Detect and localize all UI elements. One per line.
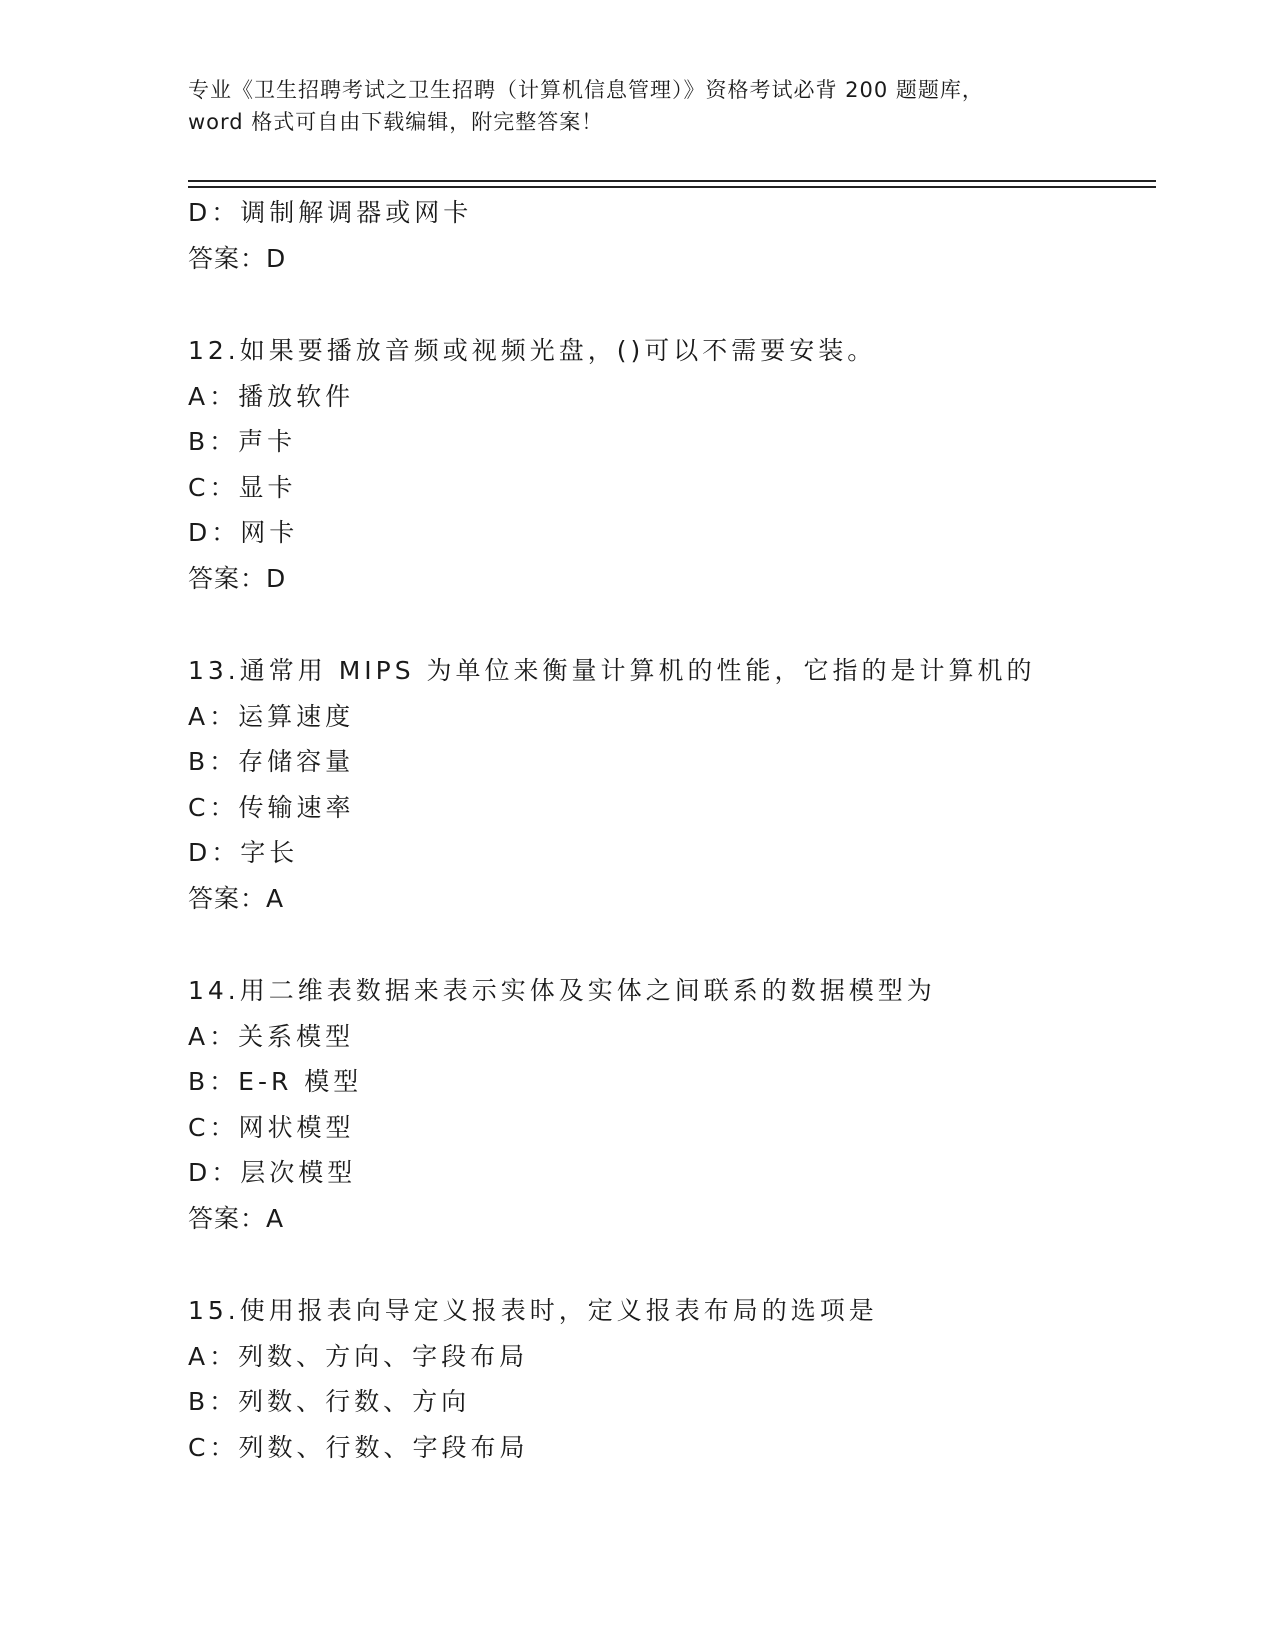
header-line-2: word 格式可自由下载编辑，附完整答案！ — [188, 110, 604, 134]
option-a: A：关系模型 — [188, 1021, 355, 1051]
question-14 — [188, 968, 1148, 1241]
option-b: B：E-R 模型 — [188, 1067, 363, 1096]
option-b: B：声卡 — [188, 427, 297, 456]
option-a: A：列数、方向、字段布局 — [188, 1341, 529, 1371]
option-d: D：调制解调器或网卡 — [188, 198, 473, 227]
answer: 答案：A — [188, 883, 285, 913]
header-divider-bottom — [188, 186, 1156, 188]
option-c: C：网状模型 — [188, 1112, 355, 1142]
header-line-1: 专业《卫生招聘考试之卫生招聘（计算机信息管理）》资格考试必背 200 题题库， — [188, 78, 984, 102]
answer: 答案：D — [188, 563, 287, 593]
question-12 — [188, 328, 1148, 601]
question-13 — [188, 648, 1148, 921]
answer: 答案：A — [188, 1203, 285, 1233]
option-a: A：播放软件 — [188, 381, 355, 411]
spacer — [188, 601, 1148, 648]
question-stem: 12.如果要播放音频或视频光盘，()可以不需要安装。 — [188, 336, 877, 365]
option-b: B：存储容量 — [188, 747, 355, 776]
question-list — [188, 190, 1148, 1470]
option-a: A：运算速度 — [188, 701, 355, 731]
spacer — [188, 1241, 1148, 1288]
option-c: C：传输速率 — [188, 792, 355, 822]
option-d: D：字长 — [188, 838, 299, 867]
option-b: B：列数、行数、方向 — [188, 1387, 471, 1416]
option-d: D：网卡 — [188, 518, 299, 547]
document-header — [188, 74, 1088, 138]
option-d: D：层次模型 — [188, 1158, 357, 1187]
question-15 — [188, 1288, 1148, 1470]
header-divider-top — [188, 180, 1156, 182]
question-stem: 15.使用报表向导定义报表时，定义报表布局的选项是 — [188, 1296, 878, 1325]
answer: 答案：D — [188, 243, 287, 273]
spacer — [188, 281, 1148, 328]
option-c: C：列数、行数、字段布局 — [188, 1432, 529, 1462]
question-stem: 13.通常用 MIPS 为单位来衡量计算机的性能，它指的是计算机的 — [188, 656, 1036, 685]
question-stem: 14.用二维表数据来表示实体及实体之间联系的数据模型为 — [188, 976, 936, 1005]
option-c: C：显卡 — [188, 472, 297, 502]
spacer — [188, 921, 1148, 968]
